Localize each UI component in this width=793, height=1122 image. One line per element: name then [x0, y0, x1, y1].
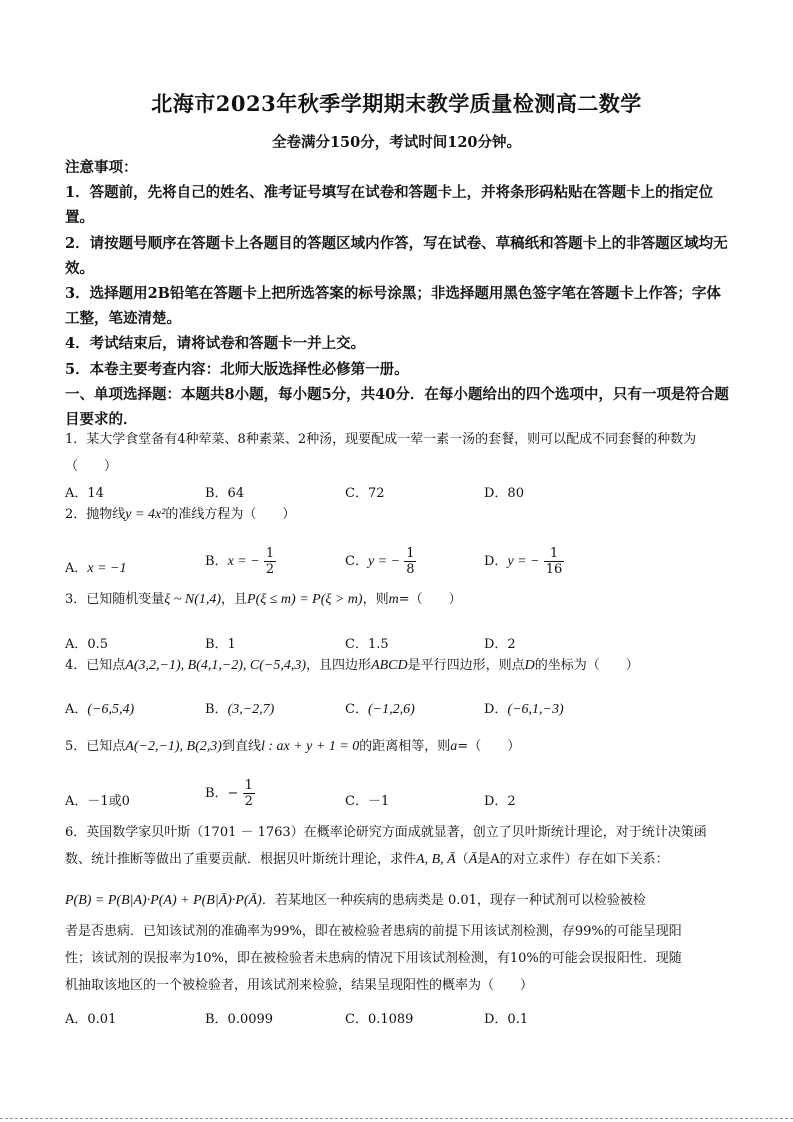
stem-text: 4．已知点 [65, 658, 126, 673]
option-a [65, 557, 127, 577]
stem-text: （ [455, 852, 469, 867]
option-d: D．80 [484, 486, 524, 501]
numerator: 1 [544, 546, 565, 562]
question-6-line: 性；该试剂的误报率为10%，即在被检验者未患病的情况下用该试剂检测，有10%的可能会误报阳性．现随 [65, 951, 682, 966]
question-6-line: 6．英国数学家贝叶斯（1701 － 1763）在概率论研究方面成就显著，创立了贝叶斯统计理论，对于统计决策函 [65, 825, 707, 840]
option-b [205, 778, 255, 809]
question-2 [65, 501, 735, 528]
option-d [484, 698, 564, 718]
option-c: C．－1 [345, 794, 390, 809]
stem-math: y = 4x² [125, 507, 166, 522]
question-4 [65, 652, 735, 679]
option-label: D． [484, 554, 508, 569]
option-a: A．0.01 [65, 1012, 117, 1027]
stem-math: A, B, Ā [416, 852, 456, 867]
note-item: 2．请按题号顺序在答题卡上各题目的答题区域内作答，写在试卷、草稿纸和答题卡上的非答题区域均无效。 [65, 234, 728, 277]
stem-math: m [388, 592, 399, 607]
stem-math: Ā [468, 852, 478, 867]
stem-text: 是A的对立求件）存在如下关系： [477, 852, 669, 867]
notes-heading: 注意事项： [65, 159, 138, 176]
stem-text: ，且 [221, 592, 248, 607]
option-a: A．14 [65, 486, 104, 501]
stem-text: 是平行四边形，则点 [407, 658, 525, 673]
option-b [205, 546, 276, 577]
question-6-line [65, 846, 735, 873]
formula-math: P(B) = P(B|A)·P(A) + P(B|Ā)·P(Ā) [65, 893, 262, 908]
numerator: 1 [244, 778, 253, 793]
note-item: 3．选择题用2B铅笔在答题卡上把所选答案的标号涂黑；非选择题用黑色签字笔在答题卡上作答；字体工整，笔迹清楚。 [65, 285, 721, 328]
stem-math: ξ ~ N(1,4) [164, 592, 222, 607]
option-d: D．0.1 [484, 1012, 529, 1027]
denominator: 2 [244, 794, 253, 809]
question-3 [65, 586, 735, 613]
stem-text: 的准线方程为（ ） [165, 507, 296, 522]
stem-text: 到直线 [221, 739, 261, 754]
note-item: 5．本卷主要考查内容：北师大版选择性必修第一册。 [65, 360, 409, 378]
question-6-line: 机抽取该地区的一个被检验者，用该试剂来检验，结果呈现阳性的概率为（ ） [65, 978, 534, 993]
stem-text: 2．抛物线 [65, 507, 126, 522]
question-2-stem [65, 501, 735, 528]
option-a: A．－1或0 [65, 794, 130, 809]
stem-text: ，则 [362, 592, 389, 607]
question-6-continued [65, 918, 735, 999]
question-4-stem [65, 652, 735, 679]
option-label: C． [345, 554, 368, 569]
denominator: 16 [545, 562, 563, 577]
option-label: B．− [205, 786, 239, 801]
numerator: 1 [265, 546, 275, 561]
denominator: 8 [406, 562, 415, 577]
fraction [544, 546, 565, 577]
question-5 [65, 733, 735, 760]
option-math: (3,−2,7) [227, 702, 275, 717]
stem-math: ABCD [371, 658, 408, 673]
option-label: B． [205, 702, 228, 717]
option-c: C．72 [345, 486, 385, 501]
option-b [205, 698, 274, 718]
option-d: D．2 [484, 637, 516, 652]
stem-math: P(ξ ≤ m) = P(ξ > m) [247, 592, 363, 607]
option-math: (−6,1,−3) [507, 702, 564, 717]
option-a: A．0.5 [65, 637, 109, 652]
fraction [243, 778, 255, 809]
option-c: C．1.5 [345, 637, 389, 652]
stem-text: 的距离相等，则 [359, 739, 451, 754]
option-d: D．2 [484, 794, 516, 809]
stem-math: D [524, 658, 535, 673]
option-label: D． [484, 702, 508, 717]
page-bottom-divider [0, 1118, 793, 1120]
option-b: B．0.0099 [205, 1012, 274, 1027]
option-label: A． [65, 561, 88, 576]
fraction [404, 546, 416, 577]
option-label: A． [65, 702, 88, 717]
exam-subtitle: 全卷满分150分，考试时间120分钟。 [271, 134, 522, 151]
exam-title: 北海市2023年秋季学期期末教学质量检测高二数学 [151, 91, 642, 116]
question-6-line: 者是否患病．已知该试剂的准确率为99%，即在被检验者患病的前提下用该试剂检测，存99%的可能呈现阳 [65, 924, 682, 939]
option-a [65, 698, 134, 718]
question-3-stem [65, 586, 735, 613]
stem-text: 数、统计推断等做出了重要贡献．根据贝叶斯统计理论，求件 [65, 852, 417, 867]
formula-text: ．若某地区一种疾病的患病类是 0.01，现存一种试剂可以检验被检 [261, 893, 646, 908]
option-math: (−1,2,6) [367, 702, 415, 717]
stem-text: =（ ） [457, 739, 521, 754]
question-6 [65, 819, 735, 873]
stem-text: 3．已知随机变量 [65, 592, 165, 607]
bayes-formula [65, 889, 646, 909]
stem-math: a [450, 739, 458, 754]
numerator: 1 [406, 546, 415, 561]
option-math: x = − [227, 554, 260, 569]
option-math: (−6,5,4) [87, 702, 135, 717]
question-5-stem [65, 733, 735, 760]
option-c: C．0.1089 [345, 1012, 414, 1027]
notes-block [65, 155, 735, 432]
denominator: 2 [265, 562, 275, 577]
stem-math: l : ax + y + 1 = 0 [260, 739, 360, 754]
option-d [484, 546, 564, 577]
question-1-stem: 1．某大学食堂备有4种荤菜、8种素菜、2种汤，现要配成一荤一素一汤的套餐，则可以配成不同套餐的种数为（ ） [65, 432, 697, 474]
stem-text: 的坐标为（ ） [534, 658, 639, 673]
stem-math: A(−2,−1), B(2,3) [125, 739, 222, 754]
option-label: B． [205, 554, 228, 569]
option-c [345, 698, 415, 718]
option-b: B．64 [205, 486, 245, 501]
option-math: x = −1 [87, 561, 127, 576]
stem-text: =（ ） [398, 592, 462, 607]
section-heading: 一、单项选择题：本题共8小题，每小题5分，共40分．在每小题给出的四个选项中，只有一项是符合题目要求的． [65, 385, 729, 429]
question-1 [65, 426, 735, 480]
option-c [345, 546, 416, 577]
note-item: 4．考试结束后，请将试卷和答题卡一并上交。 [65, 335, 366, 353]
option-label: C． [345, 702, 368, 717]
fraction [264, 546, 276, 577]
stem-math: A(3,2,−1), B(4,1,−2), C(−5,4,3) [125, 658, 307, 673]
stem-text: ，且四边形 [306, 658, 372, 673]
note-item: 1．答题前，先将自己的姓名、准考证号填写在试卷和答题卡上，并将条形码粘贴在答题卡上的指定位置。 [65, 184, 714, 227]
option-math: y = − [367, 554, 401, 569]
option-math: y = − [507, 554, 540, 569]
option-b: B．1 [205, 637, 236, 652]
stem-text: 5．已知点 [65, 739, 126, 754]
